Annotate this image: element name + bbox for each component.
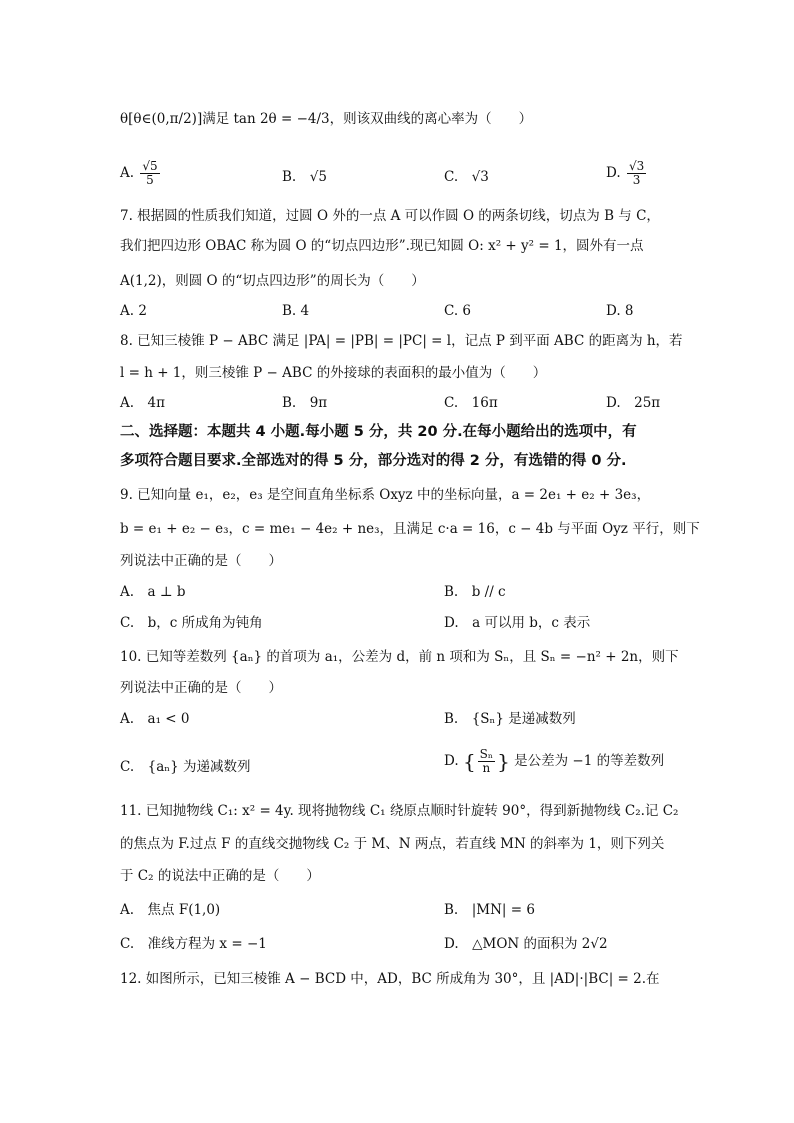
q7-option-d: D. 8 bbox=[606, 303, 634, 319]
q6-option-c: C. √3 bbox=[444, 169, 489, 185]
q11-option-d: D. △MON 的面积为 2√2 bbox=[444, 936, 608, 952]
q8-option-d: D. 25π bbox=[606, 395, 661, 411]
q11-line-3: 于 C₂ 的说法中正确的是（ ） bbox=[120, 868, 320, 884]
q9-option-c: C. b，c 所成角为钝角 bbox=[120, 615, 263, 631]
q8-option-c: C. 16π bbox=[444, 395, 498, 411]
q9-option-b: B. b // c bbox=[444, 584, 506, 600]
q7-line-1: 7. 根据圆的性质我们知道，过圆 O 外的一点 A 可以作圆 O 的两条切线，切点为 B 与 C， bbox=[120, 208, 660, 224]
q6-option-b: B. √5 bbox=[282, 169, 327, 185]
q6-option-a: A. $\frac{√5}{5}$ bbox=[120, 159, 158, 187]
q7-option-c: C. 6 bbox=[444, 303, 472, 319]
q8-line-2: l = h + 1，则三棱锥 P − ABC 的外接球的表面积的最小值为（ ） bbox=[120, 365, 547, 381]
q7-option-a: A. 2 bbox=[120, 303, 147, 319]
q7-line-2: 我们把四边形 OBAC 称为圆 O 的“切点四边形”.现已知圆 O: x² + y² = 1，圆外有一点 bbox=[120, 238, 644, 254]
q12-line-1: 12. 如图所示，已知三棱锥 A − BCD 中，AD，BC 所成角为 30°，且 |AD|·|BC| = 2.在 bbox=[120, 971, 660, 987]
q10-option-d: D. { $\frac{\text{Sₙ}}{n}$ } 是公差为 −1 的等差数列 bbox=[444, 747, 665, 775]
q10-line-1: 10. 已知等差数列 {aₙ} 的首项为 a₁，公差为 d，前 n 项和为 Sₙ，且 Sₙ = −n² + 2n，则下 bbox=[120, 649, 679, 665]
q7-option-b: B. 4 bbox=[282, 303, 310, 319]
q10-option-a: A. a₁ < 0 bbox=[120, 711, 190, 727]
q11-option-a: A. 焦点 F(1,0) bbox=[120, 902, 221, 918]
q7-line-3: A(1,2)，则圆 O 的“切点四边形”的周长为（ ） bbox=[120, 273, 425, 289]
q6-option-a-fraction: $\frac{√5}{5}$ bbox=[142, 159, 158, 187]
q11-line-2: 的焦点为 F.过点 F 的直线交抛物线 C₂ 于 M、N 两点，若直线 MN 的斜率为 1，则下列关 bbox=[120, 836, 665, 852]
q6-stem: θ[θ∈(0,π/2)]满足 tan 2θ = −4/3，则该双曲线的离心率为（ ） bbox=[120, 111, 533, 127]
section-heading-line-2: 多项符合题目要求.全部选对的得 5 分，部分选对的得 2 分，有选错的得 0 分. bbox=[120, 453, 627, 469]
q10-line-2: 列说法中正确的是（ ） bbox=[120, 680, 282, 696]
q9-line-2: b = e₁ + e₂ − e₃，c = me₁ − 4e₂ + ne₃，且满足 c·a = 16，c − 4b 与平面 Oyz 平行，则下 bbox=[120, 521, 700, 537]
q9-option-a: A. a ⊥ b bbox=[120, 584, 186, 600]
q8-option-a: A. 4π bbox=[120, 395, 166, 411]
q9-option-d: D. a 可以用 b，c 表示 bbox=[444, 615, 591, 631]
q11-option-c: C. 准线方程为 x = −1 bbox=[120, 936, 267, 952]
q11-line-1: 11. 已知抛物线 C₁: x² = 4y. 现将抛物线 C₁ 绕原点顺时针旋转 90°，得到新抛物线 C₂.记 C₂ bbox=[120, 803, 679, 819]
q9-line-3: 列说法中正确的是（ ） bbox=[120, 553, 282, 569]
q8-line-1: 8. 已知三棱锥 P − ABC 满足 |PA| = |PB| = |PC| = l，记点 P 到平面 ABC 的距离为 h，若 bbox=[120, 333, 683, 349]
q10-option-c: C. {aₙ} 为递减数列 bbox=[120, 759, 251, 775]
q6-option-d: D. $\frac{√3}{3}$ bbox=[606, 159, 645, 187]
q8-option-b: B. 9π bbox=[282, 395, 328, 411]
q11-option-b: B. |MN| = 6 bbox=[444, 902, 535, 918]
q10-option-b: B. {Sₙ} 是递减数列 bbox=[444, 711, 576, 727]
section-heading-line-1: 二、选择题：本题共 4 小题.每小题 5 分，共 20 分.在每小题给出的选项中，有 bbox=[120, 424, 637, 440]
q10-option-d-fraction: $\frac{\text{Sₙ}}{n}$ bbox=[479, 747, 494, 775]
q9-line-1: 9. 已知向量 e₁，e₂，e₃ 是空间直角坐标系 Oxyz 中的坐标向量，a = 2e₁ + e₂ + 3e₃， bbox=[120, 487, 651, 503]
q6-option-d-fraction: $\frac{√3}{3}$ bbox=[628, 159, 645, 187]
